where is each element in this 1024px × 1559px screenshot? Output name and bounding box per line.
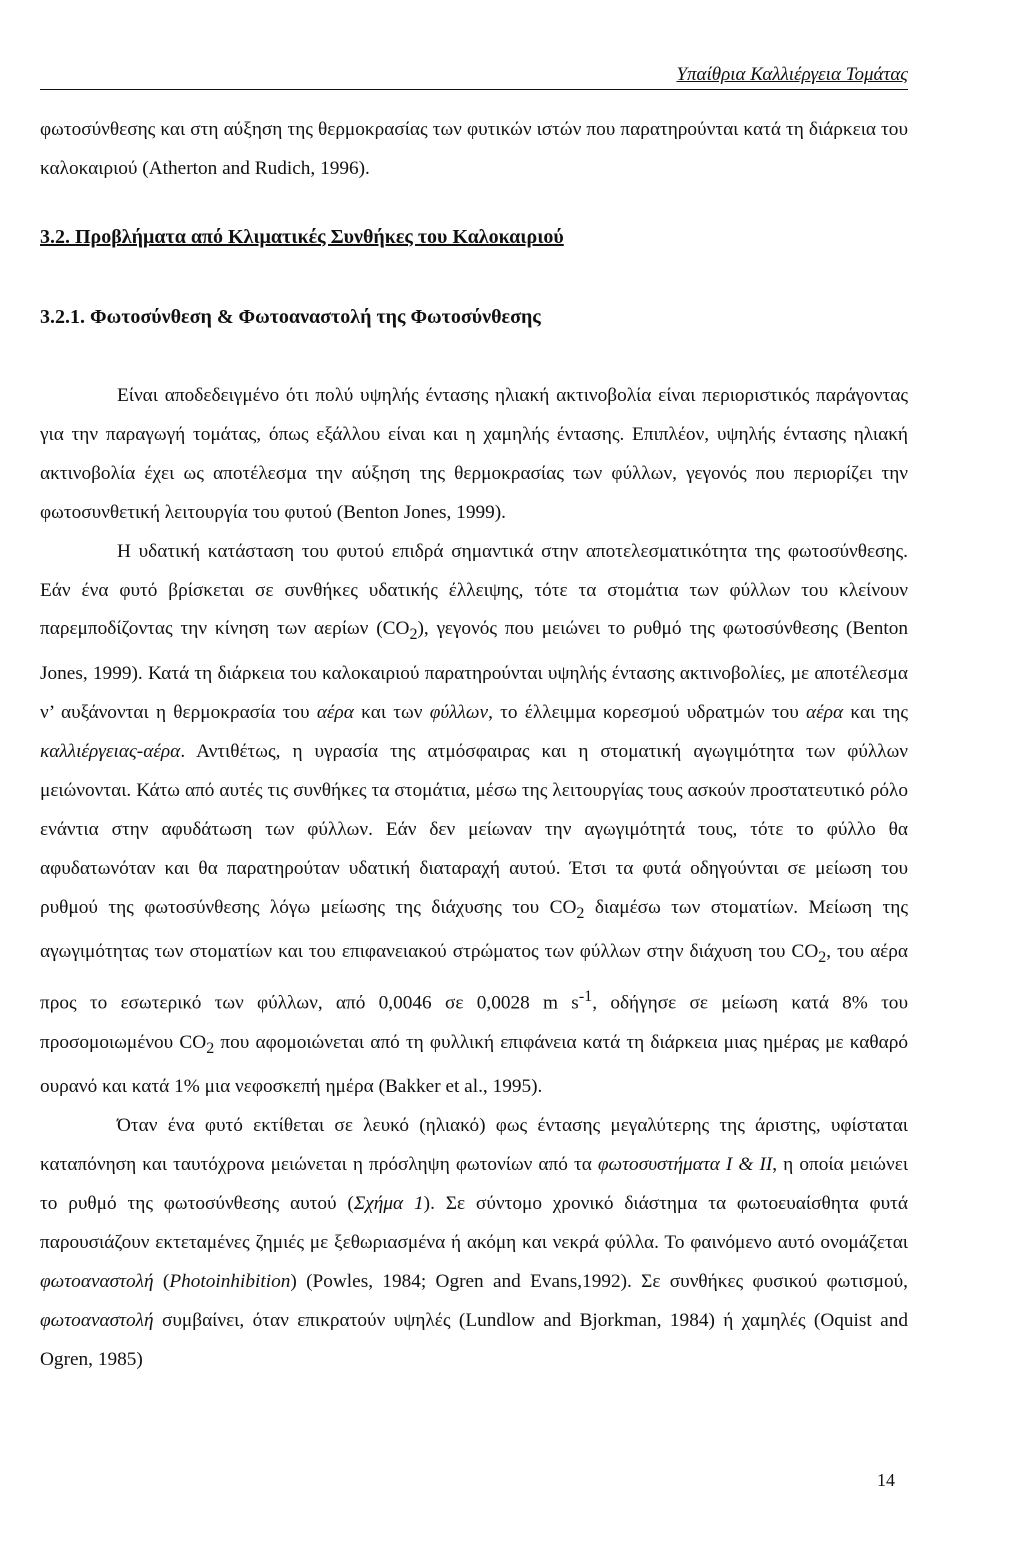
running-header: Υπαίθρια Καλλιέργεια Τομάτας [676,64,908,85]
italic-term: φωτοαναστολή [40,1270,154,1292]
figure-reference: Σχήμα 1 [353,1192,424,1214]
text-run: διαμέσω των στοματίων. Μείωση της αγωγιμότητας των στοματίων και του επιφανειακού στρώματος των φύλλων στην διάχυση του CO [40,896,909,963]
text-run: ( [153,1270,170,1292]
paragraph-2 [40,533,908,1108]
page-number: 14 [877,1470,895,1490]
body-text [40,377,908,1380]
subscript: 2 [576,904,585,922]
text-run: ) (Powles, 1984; Ogren and Evans,1992). Σε συνθήκες φυσικού φωτισμού, [290,1270,908,1292]
text-run: , του αέρα προς το εσωτερικό των φύλλων, από 0,0046 σε 0,0028 m s [40,941,908,1014]
text-run: . Αντιθέτως, η υγρασία της ατμόσφαιρας και η στοματική αγωγιμότητα των φύλλων μειώνονται. Κάτω από αυτές τις συνθήκες τα στομάτια, μέσω της λειτουργίας τους ασκούν προστατευτικό ρόλο ενάντια στην αφυδάτωση των φύλλων. Εάν δεν μείωναν την αγωγιμότητά τους, τότε το φύλλο θα αφυδατωνόταν και θα παρατηρούταν υδατική διαταραχή αυτού. Έτσι τα φυτά οδηγούνται σε μείωση του ρυθμού της φωτοσύνθεσης λόγω μείωσης της διάχυσης του CO [40,741,908,918]
text-run: και των [353,702,430,724]
text-run: και της [843,702,908,724]
text-run: Η υδατική κατάσταση του φυτού επιδρά σημαντικά στην αποτελεσματικότητα της φωτοσύνθεσης. Εάν ένα φυτό βρίσκεται σε συνθήκες υδατικής έλλειψης, τότε τα στομάτια των φύλλων του κλείνουν παρεμποδίζοντας την κίνηση των αερίων (CO [40,540,908,640]
text-run: , η οποία μειώνει το ρυθμό της φωτοσύνθεσης αυτού ( [40,1154,909,1214]
text-run: ). Σε σύντομο χρονικό διάστημα τα φωτοευαίσθητα φυτά παρουσιάζουν εκτεταμένες ζημιές με ξεθωριασμένα ή ακόμη και νεκρά φύλλα. Το φαινόμενο αυτό ονομάζεται [40,1192,909,1253]
paragraph-1: Είναι αποδεδειγμένο ότι πολύ υψηλής έντασης ηλιακή ακτινοβολία είναι περιοριστικός παράγοντας για την παραγωγή τομάτας, όπως εξάλλου είναι και η χαμηλής έντασης. Επιπλέον, υψηλής έντασης ηλιακή ακτινοβολία έχει ως αποτέλεσμα την αύξηση της θερμοκρασίας των φύλλων, γεγονός που περιορίζει την φωτοσυνθετική λειτουργία του φυτού (Benton Jones, 1999). [40,385,908,523]
subsection-heading: 3.2.1. Φωτοσύνθεση & Φωτοαναστολή της Φωτοσύνθεσης [40,306,541,328]
text-run: που αφομοιώνεται από τη φυλλική επιφάνεια κατά τη διάρκεια μιας ημέρας με καθαρό ουρανό και κατά 1% μια νεφοσκεπή ημέρα (Bakker et al., 1995). [40,1031,908,1098]
italic-term: φύλλων [429,702,489,724]
text-run: , το έλλειμμα κορεσμού υδρατμών του [488,702,807,724]
italic-term: καλλιέργειας-αέρα [40,741,181,763]
italic-term: αέρα [316,702,354,724]
italic-term: Photoinhibition [169,1270,291,1292]
italic-term: φωτοσυστήματα Ι & ΙΙ [597,1154,773,1176]
subscript: 2 [206,1039,215,1057]
text-run: συμβαίνει, όταν επικρατούν υψηλές (Lundlow and Bjorkman, 1984) ή χαμηλές (Oquist and Ogren, 1985) [40,1309,908,1370]
section-heading: 3.2. Προβλήματα από Κλιματικές Συνθήκες του Καλοκαιριού [40,226,564,248]
subscript: 2 [409,626,418,644]
italic-term: φωτοαναστολή [40,1309,154,1331]
subscript: 2 [818,949,827,967]
text-run: , οδήγησε σε μείωση κατά 8% του προσομοιωμένου CO [40,992,908,1053]
italic-term: αέρα [806,702,844,724]
text-run: ), γεγονός που μειώνει το ρυθμό της φωτοσύνθεσης (Benton Jones, 1999). Κατά τη διάρκεια του καλοκαιριού παρατηρούνται υψηλής έντασης ακτινοβολίες, με αποτέλεσμα ν’ αυξάνονται η θερμοκρασία του [40,618,908,724]
paragraph-3 [40,1107,908,1379]
superscript: -1 [578,988,593,1006]
continuation-paragraph: φωτοσύνθεσης και στη αύξηση της θερμοκρασίας των φυτικών ιστών που παρατηρούνται κατά τη διάρκεια του καλοκαιριού (Atherton and Rudich, 1996). [40,119,908,179]
header-rule [40,89,908,90]
text-run: Όταν ένα φυτό εκτίθεται σε λευκό (ηλιακό) φως έντασης μεγαλύτερης της άριστης, υφίσταται καταπόνηση και ταυτόχρονα μειώνεται η πρόσληψη φωτονίων από τα [40,1115,908,1176]
continuation-block [40,111,908,189]
